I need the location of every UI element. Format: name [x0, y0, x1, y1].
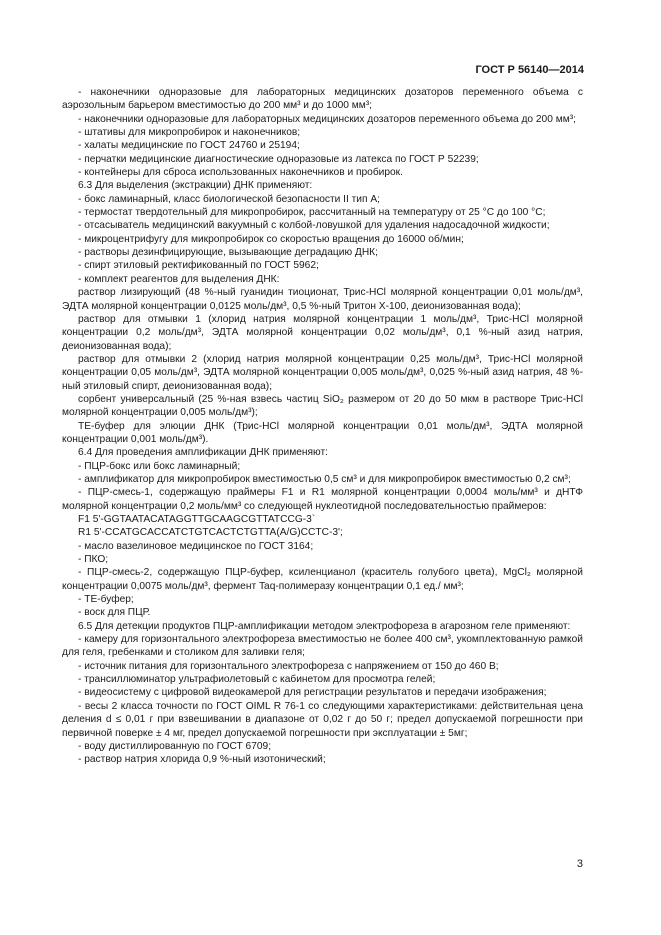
paragraph: - раствор натрия хлорида 0,9 %-ный изотонический; — [78, 754, 326, 766]
paragraph: - ПЦР-смесь-2, содержащую ПЦР-буфер, ксиленцианол (краситель голубого цвета), MgCl₂ молярной концентрации 0,0075 моль/дм³, фермент Taq-полимеразу концентрации 0,1 ед./ мм³; — [62, 567, 583, 592]
paragraph: - комплект реагентов для выделения ДНК: — [78, 273, 280, 285]
paragraph: - воду дистиллированную по ГОСТ 6709; — [78, 740, 272, 752]
paragraph: - источник питания для горизонтального электрофореза с напряжением от 150 до 460 В; — [78, 660, 499, 672]
paragraph: - растворы дезинфицирующие, вызывающие деградацию ДНК; — [78, 247, 378, 259]
paragraph: - ТЕ-буфер; — [78, 594, 134, 606]
paragraph: - амплификатор для микропробирок вместимостью 0,5 см³ и для микропробирок вместимостью 0,2 см³; — [78, 473, 571, 485]
paragraph: - камеру для горизонтального электрофореза вместимостью не более 400 см³, укомплектованную рамкой для геля, гребенками и столиком для заливки геля; — [62, 634, 583, 659]
paragraph: - халаты медицинские по ГОСТ 24760 и 25194; — [78, 140, 300, 152]
paragraph: - ПЦР-смесь-1, содержащую праймеры F1 и R1 молярной концентрации 0,0004 моль/мм³ и дНТФ молярной концентрации 0,2 моль/мм³ со следующей нуклеотидной последовательностью праймеров: — [62, 487, 583, 512]
paragraph: - масло вазелиновое медицинское по ГОСТ 3164; — [78, 540, 314, 552]
section-heading: 6.5 Для детекции продуктов ПЦР-амплификации методом электрофореза в агарозном геле применяют: — [78, 620, 571, 632]
paragraph: - спирт этиловый ректификованный по ГОСТ 5962; — [78, 260, 319, 272]
paragraph: - трансиллюминатор ультрафиолетовый с кабинетом для просмотра гелей; — [78, 674, 436, 686]
paragraph: - ПКО; — [78, 554, 109, 566]
paragraph: - микроцентрифугу для микропробирок со скоростью вращения до 16000 об/мин; — [78, 233, 464, 245]
paragraph: - наконечники одноразовые для лабораторных медицинских дозаторов переменного объема до 200 мм³; — [78, 113, 576, 125]
page-number: 3 — [576, 858, 583, 870]
section-heading: 6.3 Для выделения (экстракции) ДНК применяют: — [78, 180, 313, 192]
paragraph: ТЕ-буфер для элюции ДНК (Трис-HCl молярной концентрации 0,01 моль/дм³, ЭДТА молярной концентрации 0,001 моль/дм³). — [62, 420, 583, 445]
paragraph: - перчатки медицинские диагностические одноразовые из латекса по ГОСТ Р 52239; — [78, 153, 479, 165]
paragraph: - штативы для микропробирок и наконечников; — [78, 127, 301, 139]
paragraph: - ПЦР-бокс или бокс ламинарный; — [78, 460, 241, 472]
paragraph: - видеосистему с цифровой видеокамерой для регистрации результатов и передачи изображения; — [78, 687, 547, 699]
paragraph: раствор лизирующий (48 %-ный гуанидин тиоционат, Трис-HCl молярной концентрации 0,01 моль/дм³, ЭДТА молярной концентрации 0,0125 моль/дм³, 0,5 %-ный Тритон Х-100, деионизованная вода); — [62, 287, 583, 312]
paragraph: - термостат твердотельный для микропробирок, рассчитанный на температуру от 25 °С до 100 °С; — [78, 207, 546, 219]
paragraph: - весы 2 класса точности по ГОСТ OIML R 76-1 со следующими характеристиками: действительная цена деления d ≤ 0,01 г при взвешивании в диапазоне от 0,02 г до 50 г; предел допускаемой погрешности при первичной поверке ± 4 мг, предел допускаемой погрешности при эксплуатации ± 5мг; — [62, 700, 583, 739]
section-heading: 6.4 Для проведения амплификации ДНК применяют: — [78, 447, 328, 459]
primer-sequence: F1 5'-GGTAATACATAGGTTGCAAGCGTTATCCG-3` — [78, 514, 316, 525]
paragraph: раствор для отмывки 2 (хлорид натрия молярной концентрации 0,25 моль/дм³, Трис-HCl молярной концентрации 0,05 моль/дм³, ЭДТА молярной концентрации 0,005 моль/дм³, 0,025 %-ный азид натрия, 48 %-ный этиловый спирт, деионизованная вода); — [62, 353, 583, 392]
paragraph: - отсасыватель медицинский вакуумный с колбой-ловушкой для удаления надосадочной жидкости; — [78, 220, 550, 232]
document-body — [62, 86, 583, 767]
paragraph: - воск для ПЦР. — [78, 607, 151, 619]
paragraph: раствор для отмывки 1 (хлорид натрия молярной концентрации 1 моль/дм³, Трис-HCl молярной концентрации 0,2 моль/дм³, ЭДТА молярной концентрации 0,02 моль/дм³, 0,1 %-ный азид натрия, деионизованная вода); — [62, 313, 583, 352]
paragraph: сорбент универсальный (25 %-ная взвесь частиц SiO₂ размером от 20 до 50 мкм в растворе Трис-HCl молярной концентрации 0,005 моль/дм³); — [62, 393, 583, 419]
document-standard-number: ГОСТ Р 56140—2014 — [475, 64, 584, 76]
paragraph: - бокс ламинарный, класс биологической безопасности II тип А; — [78, 193, 380, 205]
paragraph: - наконечники одноразовые для лабораторных медицинских дозаторов переменного объема с аэрозольным барьером вместимостью до 200 мм³ и до 1000 мм³; — [62, 87, 583, 112]
paragraph: - контейнеры для сброса использованных наконечников и пробирок. — [78, 167, 403, 179]
primer-sequence: R1 5'-CCATGCACCATCTGTCACTCTGTTA(A/G)CCTC-3'; — [78, 527, 343, 539]
